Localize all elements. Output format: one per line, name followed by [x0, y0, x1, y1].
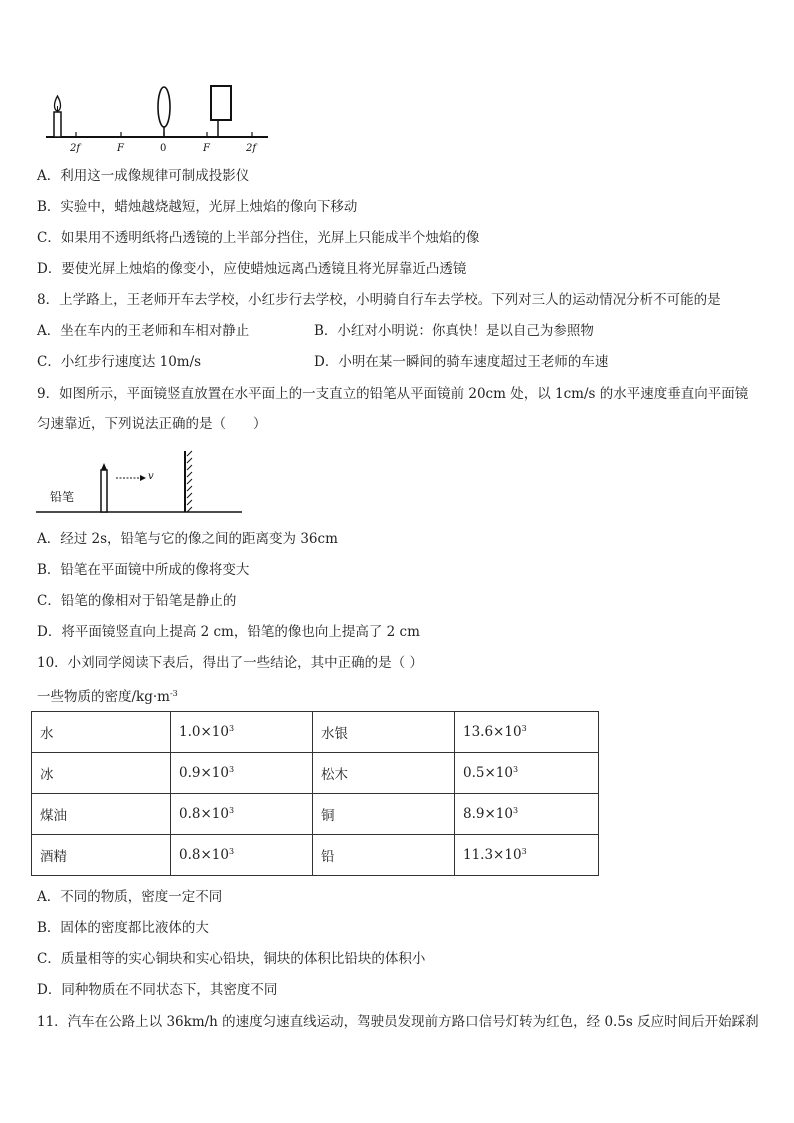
pencil-icon: [101, 463, 107, 512]
table-cell: 水银: [313, 712, 455, 753]
q8-option-a: A．坐在车内的王老师和车相对静止: [37, 323, 250, 339]
q7-option-a: A．利用这一成像规律可制成投影仪: [37, 168, 250, 184]
table-row: [32, 753, 599, 794]
q7-option-d: D．要使光屏上烛焰的像变小，应使蜡烛远离凸透镜且将光屏靠近凸透镜: [37, 261, 467, 277]
q9-option-c: C．铅笔的像相对于铅笔是静止的: [37, 593, 237, 609]
density-table: [31, 711, 599, 876]
q10-option-a: A．不同的物质，密度一定不同: [37, 889, 223, 905]
table-cell: $11.3\times 10^3$: [455, 835, 599, 876]
lens-label-f-left: F: [117, 143, 124, 154]
q9-option-a: A．经过 2s，铅笔与它的像之间的距离变为 36cm: [37, 531, 338, 547]
q8-stem: 8．上学路上，王老师开车去学校，小红步行去学校，小明骑自行车去学校。下列对三人的运动情况分析不可能的是: [37, 292, 721, 308]
q10-stem: 10．小刘同学阅读下表后，得出了一些结论，其中正确的是（ ）: [37, 655, 423, 671]
q10-option-d: D．同种物质在不同状态下，其密度不同: [37, 982, 278, 998]
lens-experiment-figure: [40, 82, 280, 154]
pencil-label: 铅笔: [50, 490, 75, 504]
q9-option-d: D．将平面镜竖直向上提高 2 cm，铅笔的像也向上提高了 2 cm: [37, 624, 420, 640]
table-cell: $0.8\times 10^3$: [171, 835, 313, 876]
table-cell: 松木: [313, 753, 455, 794]
table-cell: 铅: [313, 835, 455, 876]
table-cell: $0.5\times 10^3$: [455, 753, 599, 794]
q9-stem-line2: 匀速靠近，下列说法正确的是（ ）: [37, 416, 267, 432]
q10-option-b: B．固体的密度都比液体的大: [37, 920, 209, 936]
table-cell: 煤油: [32, 794, 171, 835]
plane-mirror-icon: [185, 451, 192, 512]
light-screen-icon: [211, 86, 231, 137]
convex-lens-icon: [158, 87, 170, 137]
q9-stem-line1: 9．如图所示，平面镜竖直放置在水平面上的一支直立的铅笔从平面镜前 20cm 处，以 1cm/s 的水平速度垂直向平面镜: [37, 386, 749, 402]
candle-icon: [54, 96, 61, 137]
table-cell: 冰: [32, 753, 171, 794]
q10-option-c: C．质量相等的实心铜块和实心铅块，铜块的体积比铅块的体积小: [37, 951, 426, 967]
velocity-arrow-icon: [116, 475, 146, 481]
lens-label-2f-left: 2f: [70, 143, 81, 154]
table-row: [32, 835, 599, 876]
lens-label-2f-right: 2f: [246, 143, 257, 154]
q7-option-c: C．如果用不透明纸将凸透镜的上半部分挡住，光屏上只能成半个烛焰的像: [37, 230, 480, 246]
velocity-label: v: [148, 471, 154, 482]
table-cell: $1.0\times 10^3$: [171, 712, 313, 753]
q8-option-c: C．小红步行速度达 10m/s: [37, 354, 202, 370]
table-cell: 铜: [313, 794, 455, 835]
q7-option-b: B．实验中，蜡烛越烧越短，光屏上烛焰的像向下移动: [37, 199, 358, 215]
table-row: [32, 712, 599, 753]
table-cell: $8.9\times 10^3$: [455, 794, 599, 835]
table-row: [32, 794, 599, 835]
table-cell: $0.8\times 10^3$: [171, 794, 313, 835]
pencil-mirror-figure: [30, 446, 250, 518]
q8-option-d: D．小明在某一瞬间的骑车速度超过王老师的车速: [314, 354, 609, 370]
q9-option-b: B．铅笔在平面镜中所成的像将变大: [37, 562, 250, 578]
q8-option-b: B．小红对小明说：你真快！是以自己为参照物: [314, 323, 594, 339]
lens-label-f-right: F: [203, 143, 210, 154]
table-cell: $0.9\times 10^3$: [171, 753, 313, 794]
table-cell: $13.6\times 10^3$: [455, 712, 599, 753]
table-cell: 酒精: [32, 835, 171, 876]
q11-stem: 11．汽车在公路上以 36km/h 的速度匀速直线运动，驾驶员发现前方路口信号灯转为红色，经 0.5s 反应时间后开始踩刹: [37, 1014, 759, 1030]
table-cell: 水: [32, 712, 171, 753]
lens-label-o: 0: [160, 143, 167, 154]
density-table-title: 一些物质的密度$/kg\cdot m^{-3}$: [37, 689, 178, 705]
